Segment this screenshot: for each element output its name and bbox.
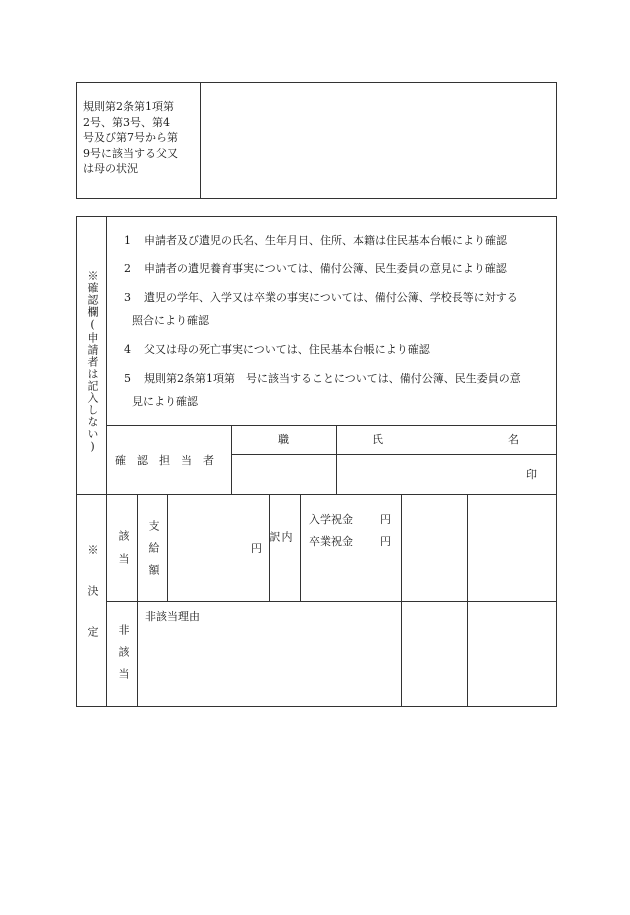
confirm-item-3-num: 3 [124,291,131,304]
confirm-item-5-text: 規則第2条第1項第 号に該当することについては、備付公簿、民生委員の意 [144,372,521,385]
confirm-item-4-num: 4 [124,343,131,356]
seal-mark: 印 [526,468,537,481]
not-applicable-reason-label: 非該当理由 [145,610,200,623]
divider [106,216,107,495]
divider [106,425,557,426]
payment-yen-unit: 円 [251,542,262,555]
not-applicable-reason-field[interactable] [138,625,400,706]
graduation-gift-yen: 円 [380,535,391,548]
divider [300,494,301,601]
admission-gift-label: 入学祝金 [309,513,353,526]
title-header: 職 [278,433,289,446]
decision-extra-cell-2[interactable] [468,495,556,706]
staff-label: 確 認 担 当 者 [115,454,214,467]
confirm-item-1-num: 1 [124,234,131,247]
confirm-item-5-num: 5 [124,372,131,385]
applicable-label: 該当 [117,530,130,576]
not-applicable-label: 非該当 [117,624,130,690]
confirm-item-3-text: 遺児の学年、入学又は卒業の事実については、備付公簿、学校長等に対する [144,291,518,304]
graduation-gift-label: 卒業祝金 [309,535,353,548]
admission-gift-yen: 円 [380,513,391,526]
confirmation-side-label: ※確認欄(申請者は記入しない) [86,270,99,454]
name-header-shi: 氏 [372,433,383,446]
decision-side-label: ※決定 [86,543,99,667]
status-content-field[interactable] [201,83,556,198]
breakdown-label: 内訳 [268,530,293,576]
confirm-item-5-text-cont: 見により確認 [132,395,198,408]
staff-title-field[interactable] [232,455,335,494]
confirm-item-4-text: 父又は母の死亡事実については、住民基本台帳により確認 [144,343,430,356]
confirm-item-2-num: 2 [124,262,131,275]
staff-name-field[interactable] [337,455,556,494]
status-row-label: 規則第2条第1項第 2号、第3号、第4 号及び第7号から第 9号に該当する父又 は母の状況 [83,100,178,175]
confirm-item-2-text: 申請者の遺児養育事実については、備付公簿、民生委員の意見により確認 [144,262,507,275]
confirm-item-1-text: 申請者及び遺児の氏名、生年月日、住所、本籍は住民基本台帳により確認 [144,234,507,247]
payment-amount-label: 支給額 [147,520,160,586]
confirm-item-3-text-cont: 照合により確認 [132,314,209,327]
decision-extra-cell-1[interactable] [402,495,466,706]
name-header-mei: 名 [508,433,519,446]
